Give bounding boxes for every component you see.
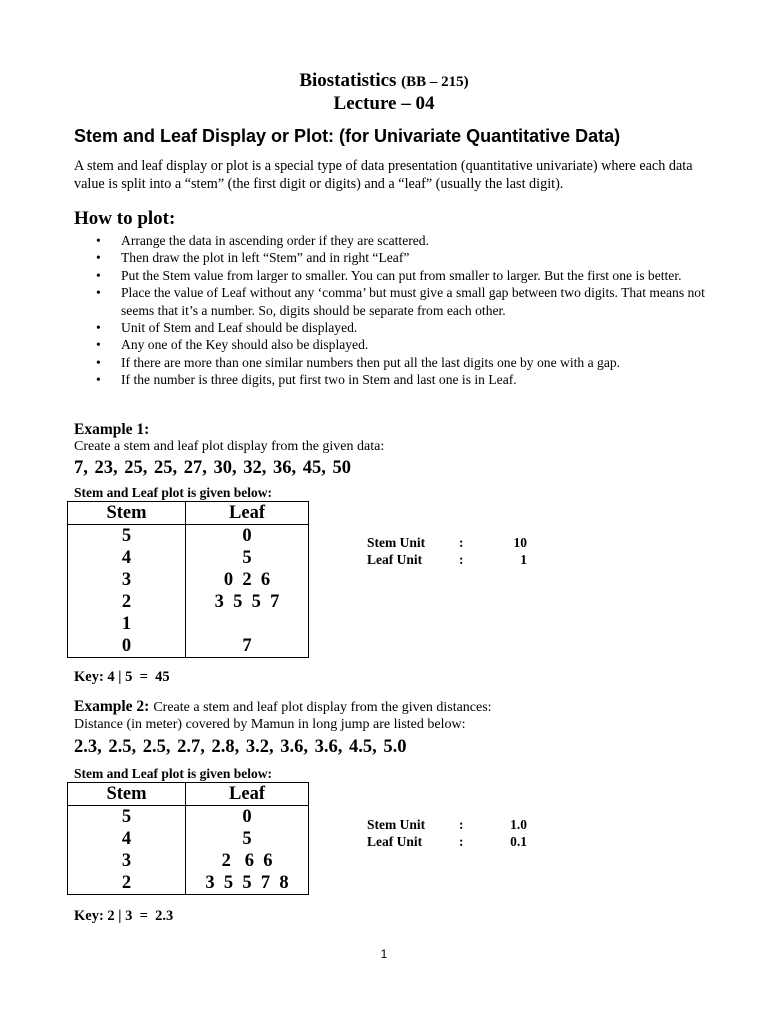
list-item: • Arrange the data in ascending order if they are scattered. [74, 232, 714, 249]
intro-paragraph: A stem and leaf display or plot is a special type of data presentation (quantitative univariate) where each data value is split into a “stem” (the first digit or digits) and a “leaf” (usually the last digit). [74, 158, 693, 192]
stem-unit-row [367, 816, 527, 833]
leaf-unit-label: Leaf Unit [367, 834, 423, 849]
table-row [68, 828, 309, 850]
leaf-cell: 0 [242, 526, 252, 546]
section-title: Stem and Leaf Display or Plot: (for Univariate Quantitative Data) [74, 126, 621, 146]
leaf-unit-row [367, 551, 527, 568]
leaf-cell [186, 613, 309, 635]
list-item: • Then draw the plot in left “Stem” and in right “Leaf” [74, 249, 714, 266]
leaf-cell: 0 [242, 807, 252, 827]
table-row [68, 569, 309, 591]
stem-unit-label: Stem Unit [367, 535, 426, 550]
course-code: (BB – 215) [401, 74, 469, 90]
stem-header: Stem [68, 783, 186, 806]
leaf-cell: 5 [242, 548, 252, 568]
stem-unit-separator: : [459, 817, 464, 832]
example1-title: Example 1: [74, 421, 150, 438]
example1-caption: Stem and Leaf plot is given below: [74, 485, 273, 500]
leaf-unit-separator: : [459, 834, 464, 849]
list-item: • If there are more than one similar numbers then put all the last digits one by one with a gap. [74, 354, 714, 371]
table-row [68, 635, 309, 658]
stem-cell: 0 [68, 635, 186, 658]
stem-cell: 4 [68, 828, 186, 850]
stem-unit-row [367, 534, 527, 551]
example2-units [367, 816, 527, 850]
leaf-unit-value: 1 [520, 552, 527, 567]
example1-data: 7, 23, 25, 25, 27, 30, 32, 36, 45, 50 [74, 458, 351, 478]
stem-cell: 2 [68, 872, 186, 895]
table-row [68, 872, 309, 895]
example1-stem-leaf-table [67, 501, 309, 658]
how-to-heading: How to plot: [74, 208, 176, 229]
stem-cell: 4 [68, 547, 186, 569]
table-row [68, 806, 309, 829]
stem-unit-value: 1.0 [510, 817, 527, 832]
leaf-header: Leaf [186, 783, 309, 806]
table-header-row [68, 783, 309, 806]
leaf-cell: 3 5 5 7 8 [205, 873, 289, 893]
example2-stem-leaf-table [67, 782, 309, 895]
table-row [68, 591, 309, 613]
example2-instruction-line2: Distance (in meter) covered by Mamun in long jump are listed below: [74, 717, 466, 732]
leaf-unit-value: 0.1 [510, 834, 527, 849]
list-item: • Place the value of Leaf without any ‘comma’ but must give a small gap between two digits. That means not seems that it’s a number. So, digits should be separate from each other. [74, 284, 714, 319]
table-row [68, 850, 309, 872]
table-row [68, 613, 309, 635]
example2-title: Example 2: [74, 698, 150, 715]
leaf-header: Leaf [186, 502, 309, 525]
stem-cell: 1 [68, 613, 186, 635]
stem-cell: 3 [68, 850, 186, 872]
example2-heading-line [74, 698, 492, 716]
leaf-unit-row [367, 833, 527, 850]
lecture-number: Lecture – 04 [333, 93, 435, 114]
course-name: Biostatistics [299, 70, 397, 91]
leaf-cell: 5 [242, 829, 252, 849]
leaf-unit-label: Leaf Unit [367, 552, 423, 567]
example2-data: 2.3, 2.5, 2.5, 2.7, 2.8, 3.2, 3.6, 3.6, 4.5, 5.0 [74, 737, 407, 757]
course-title [0, 70, 768, 92]
list-item: • Put the Stem value from larger to smaller. You can put from smaller to larger. But the first one is better. [74, 267, 714, 284]
stem-header: Stem [68, 502, 186, 525]
stem-cell: 5 [68, 525, 186, 548]
stem-cell: 2 [68, 591, 186, 613]
stem-unit-value: 10 [513, 535, 527, 550]
table-row [68, 525, 309, 548]
page-number: 1 [380, 947, 388, 961]
stem-unit-separator: : [459, 535, 464, 550]
example1-key: Key: 4 | 5 = 45 [74, 669, 170, 685]
example1-instruction: Create a stem and leaf plot display from the given data: [74, 439, 385, 454]
leaf-unit-separator: : [459, 552, 464, 567]
example2-caption: Stem and Leaf plot is given below: [74, 766, 273, 781]
list-item: • If the number is three digits, put first two in Stem and last one is in Leaf. [74, 371, 714, 388]
table-header-row [68, 502, 309, 525]
leaf-cell: 2 6 6 [221, 851, 273, 871]
leaf-cell: 7 [242, 636, 252, 656]
example2-key: Key: 2 | 3 = 2.3 [74, 908, 174, 924]
table-row [68, 547, 309, 569]
leaf-cell: 3 5 5 7 [214, 592, 280, 612]
stem-cell: 3 [68, 569, 186, 591]
how-to-list [74, 232, 714, 389]
list-item: • Any one of the Key should also be displayed. [74, 336, 714, 353]
example1-units [367, 534, 527, 568]
stem-cell: 5 [68, 806, 186, 829]
leaf-cell: 0 2 6 [223, 570, 271, 590]
list-item: • Unit of Stem and Leaf should be displayed. [74, 319, 714, 336]
stem-unit-label: Stem Unit [367, 817, 426, 832]
example2-instruction: Create a stem and leaf plot display from the given distances: [153, 700, 492, 715]
